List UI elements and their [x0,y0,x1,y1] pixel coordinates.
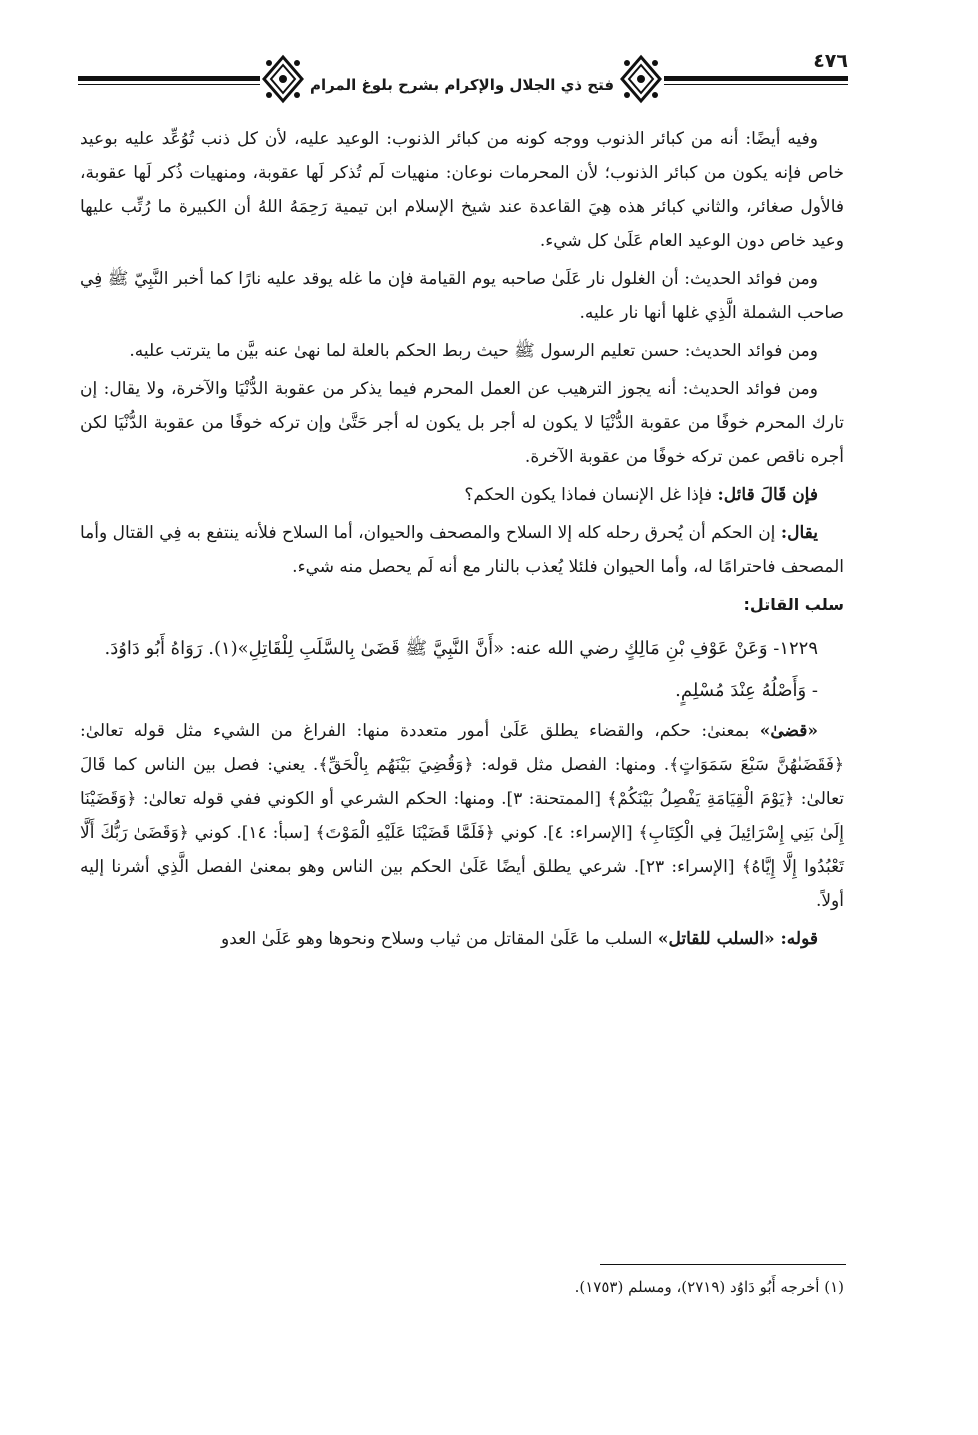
question [80,478,844,512]
footnote: (١) أخرجه أَبُو دَاوُد (٢٧١٩)، ومسلم (١٧٥٣). [574,1278,844,1296]
ornament-icon [260,54,306,104]
answer [80,516,844,584]
footnote-divider [600,1264,846,1265]
question-text: فإذا غل الإنسان فماذا يكون الحكم؟ [464,485,713,505]
hadith-addendum: - وَأَصْلُهُ عِنْدَ مُسْلِمٍ. [675,680,818,701]
explanation-lead: «قضىٰ» [759,721,818,741]
last-line-lead: قوله: «السلب للقاتل» [657,929,818,949]
question-label: فإن قَالَ قائل: [717,485,818,505]
book-title: فتح ذي الجلال والإكرام بشرح بلوغ المرام [304,68,620,102]
last-line [80,922,844,956]
paragraph: وفيه أيضًا: أنه من كبائر الذنوب ووجه كونه من كبائر الذنوب: الوعيد عليه، لأن كل ذنب تُوُعِّد عليه بوعيد خاص فإنه يكون من كبائر الذنوب؛ لأن المحرمات نوعان: منهيات لَم تُذكر لَها عقوبة، ومنهيات ذُكر لَها عقوبة، فالأول صغائر، والثاني كبائر هذه هِيَ القاعدة عند شيخ الإسلام ابن تيمية رَحِمَهُ اللهُ أن الكبيرة ما رُتِّب عليها وعيد خاص دون الوعيد العام عَلَىٰ كل شيء. [80,129,844,251]
page-number: ٤٧٦ [813,50,848,72]
answer-text: إن الحكم أن يُحرق رحله كله إلا السلاح والمصحف والحيوان، أما السلاح فلأنه ينتفع به فِي القتال وأما المصحف فاحترامًا له، وأما الحيوان فلئلا يُعذب بالنار مع أنه لَم يحصل منه شيء. [80,523,844,577]
paragraph: ومن فوائد الحديث: أن الغلول نار عَلَىٰ صاحبه يوم القيامة فإن ما غله يوقد عليه نارًا كما أخبر النَّبِيّ ﷺ فِي صاحب الشملة الَّذِي غلها أنها نار عليه. [80,269,844,323]
last-line-text: السلب ما عَلَىٰ المقاتل من ثياب وسلاح ونحوها وهو عَلَىٰ العدو [221,929,653,949]
paragraph: ومن فوائد الحديث: حسن تعليم الرسول ﷺ حيث ربط الحكم بالعلة لما نهىٰ عنه بيَّن ما يترتب عليه. [129,341,818,361]
hadith-text: ١٢٢٩- وَعَنْ عَوْفِ بْنِ مَالِكٍ رضي الله عنه: «أَنَّ النَّبِيَّ ﷺ قَضَىٰ بِالسَّلَبِ لِلْقَاتِلِ»(١). رَوَاهُ أَبُو دَاوُدَ. [104,638,818,659]
section-heading: سلب القاتل: [743,595,844,614]
explanation-text: بمعنىٰ: حكم، والقضاء يطلق عَلَىٰ أمور متعددة منها: الفراغ من الشيء مثل قوله تعالىٰ: ﴿فَقَضَىٰهُنَّ سَبْعَ سَمَوَاتٍ﴾. ومنها: الفصل مثل قوله: ﴿وَقُضِيَ بَيْنَهُم بِالْحَقِّ﴾. يعني: فصل بين الناس كما قَالَ تعالىٰ: ﴿يَوْمَ الْقِيَامَةِ يَفْصِلُ بَيْنَكُمْ﴾ [الممتحنة: ٣]. ومنها: الحكم الشرعي أو الكوني ففي قوله تعالىٰ: ﴿وَقَضَيْنَا إِلَىٰ بَنِي إِسْرَائِيلَ فِي الْكِتَابِ﴾ [الإسراء: ٤]. كوني ﴿فَلَمَّا قَضَيْنَا عَلَيْهِ الْمَوْتَ﴾ [سبأ: ١٤]. كوني ﴿وَقَضَىٰ رَبُّكَ أَلَّا تَعْبُدُوا إِلَّا إِيَّاهُ﴾ [الإسراء: ٢٣]. شرعي يطلق أيضًا عَلَىٰ الحكم بين الناس وهو بمعنىٰ الفصل الَّذِي أشرنا إليه أولاً. [80,721,845,911]
page-body [80,122,844,960]
ornament-icon [618,54,664,104]
paragraph: ومن فوائد الحديث: أنه يجوز الترهيب عن العمل المحرم فيما يذكر من عقوبة الدُّنْيَا والآخرة، ولا يقال: إن تارك المحرم خوفًا من عقوبة الدُّنْيَا لا يكون له أجر بل يكون له أجر حَتَّىٰ وإن تركه خوفًا من عقوبة الدُّنْيَا لكن أجره ناقص عمن تركه خوفًا من عقوبة الآخرة. [80,379,844,467]
page-header [78,48,848,110]
explanation [80,714,844,918]
answer-label: يقال: [780,523,819,543]
